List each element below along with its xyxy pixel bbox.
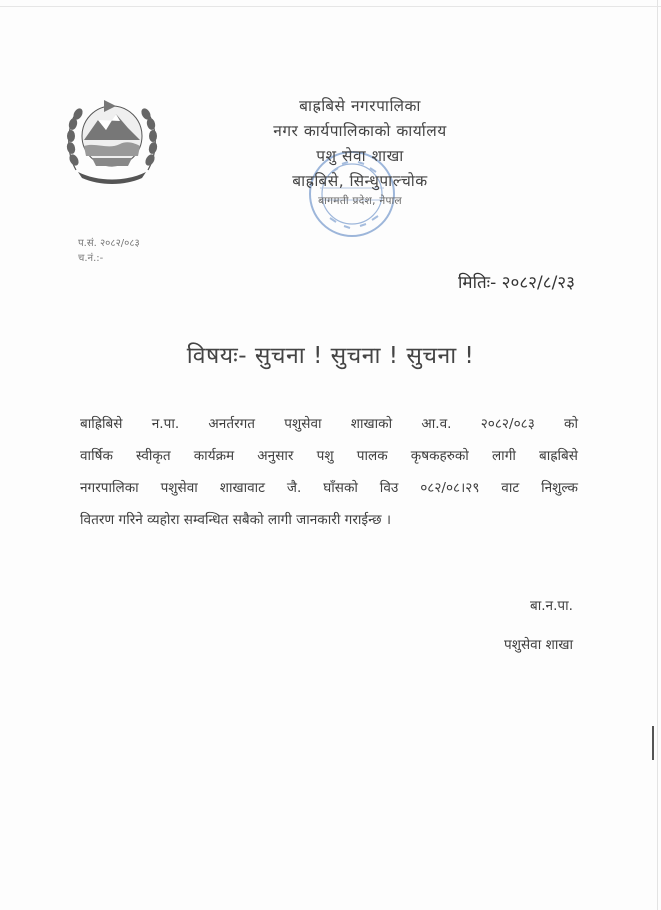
- province-name: बागमती प्रदेश, नेपाल: [318, 195, 402, 207]
- scan-edge-right: [657, 0, 658, 910]
- dispatch-number: च.नं.:-: [78, 253, 104, 264]
- nepal-emblem-logo: [62, 90, 162, 186]
- office-header: [190, 94, 530, 208]
- scan-edge-top: [0, 6, 661, 7]
- letter-date: मितिः- २०८२/८/२३: [458, 273, 575, 293]
- notice-body: [80, 408, 578, 536]
- body-line: नगरपालिका पशुसेवा शाखावाट जै. घाँसको विउ ०८२/०८।२९ वाट निशुल्क: [80, 480, 578, 496]
- municipality-name: बाह्रबिसे नगरपालिका: [299, 97, 421, 115]
- subject-line: विषयः- सुचना ! सुचना ! सुचना !: [186, 343, 475, 369]
- branch-name: पशु सेवा शाखा: [316, 147, 404, 165]
- signature-org: बा.न.पा.: [529, 598, 573, 614]
- body-line: वार्षिक स्वीकृत कार्यक्रम अनुसार पशु पालक कृषकहरुको लागी बाह्रबिसे: [80, 448, 578, 464]
- office-name: नगर कार्यपालिकाको कार्यालय: [273, 122, 447, 140]
- signature-branch: पशुसेवा शाखा: [504, 637, 573, 653]
- scan-margin-mark: [652, 726, 654, 760]
- body-line: वितरण गरिने व्यहोरा सम्वन्धित सबैको लागी जानकारी गराईन्छ ।: [80, 512, 391, 528]
- office-address: बाह्रबिसे, सिन्धुपाल्चोक: [292, 172, 428, 190]
- body-line: बाह्रिबिसे न.पा. अनर्तरगत पशुसेवा शाखाको आ.व. २०८२/०८३ को: [80, 416, 578, 432]
- letter-ref-number: प.सं. २०८२/०८३: [78, 238, 140, 249]
- reference-numbers: [78, 236, 140, 266]
